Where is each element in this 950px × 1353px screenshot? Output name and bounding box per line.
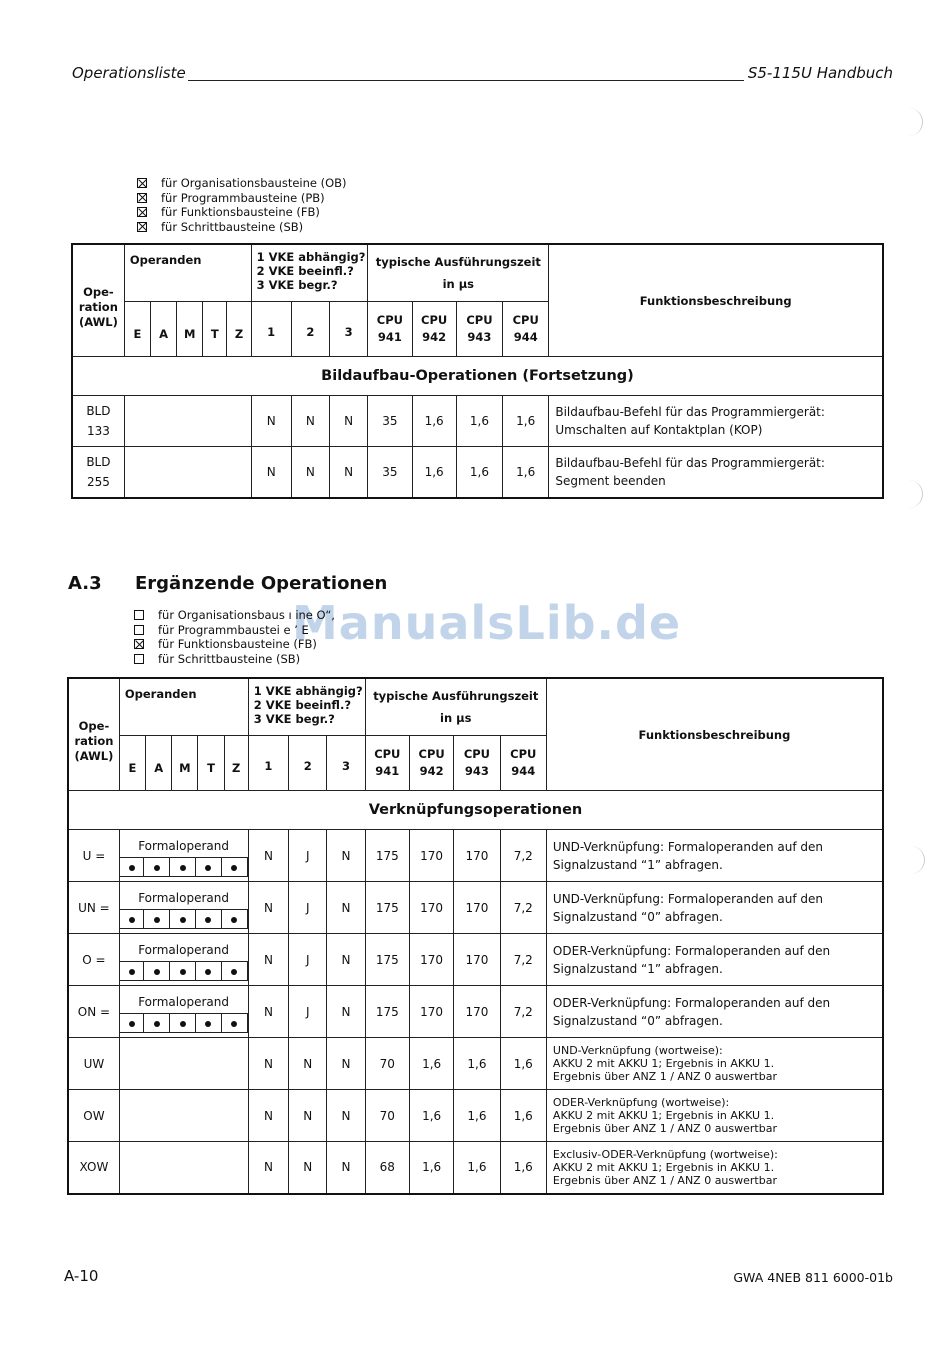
header-vke-col: 3 <box>330 302 368 357</box>
table-row <box>68 1142 883 1194</box>
section-heading: Bildaufbau-Operationen (Fortsetzung) <box>72 357 883 396</box>
empty-box-icon <box>134 610 144 620</box>
cpu-time-value: 7,2 <box>500 934 546 986</box>
vke-value: N <box>327 882 365 934</box>
operand-cell-empty <box>119 1090 248 1142</box>
header-operand-col: M <box>172 736 198 791</box>
vke-value: N <box>251 447 291 498</box>
header-vke-col: 3 <box>327 736 365 791</box>
header-execution-time-label: typische Ausführungszeit <box>375 255 541 269</box>
header-vke-col: 2 <box>291 302 329 357</box>
operand-dot-cell <box>196 961 222 980</box>
operand-dot-cell <box>144 857 170 876</box>
vke-value: N <box>248 830 288 882</box>
vke-value: J <box>289 882 327 934</box>
cpu-time-value: 7,2 <box>500 986 546 1038</box>
cpu-time-value: 7,2 <box>500 882 546 934</box>
header-execution-time-unit: in µs <box>440 711 472 725</box>
header-cpu-col: CPU 941 <box>368 302 412 357</box>
legend-item <box>137 176 347 191</box>
operand-cell-empty <box>124 447 251 498</box>
vke-value: N <box>248 986 288 1038</box>
checked-box-icon <box>137 207 147 217</box>
legend-label: für Schrittbausteine (SB) <box>158 651 301 666</box>
vke-value: N <box>291 447 329 498</box>
cpu-time-value: 68 <box>365 1142 409 1194</box>
operand-dot-cell <box>196 909 222 928</box>
operand-dot-cell <box>144 1013 170 1032</box>
vke-value: N <box>327 1142 365 1194</box>
cpu-time-value: 1,6 <box>503 447 549 498</box>
operand-dot-cell <box>196 1013 222 1032</box>
table-row <box>72 396 883 447</box>
vke-value: N <box>327 830 365 882</box>
function-description: UND-Verknüpfung: Formaloperanden auf den Signalzustand “0” abfragen. <box>546 882 883 934</box>
cpu-time-value: 1,6 <box>500 1142 546 1194</box>
operand-cell-empty <box>119 1038 248 1090</box>
operation-code: O = <box>68 934 119 986</box>
operand-dot-cell <box>221 857 247 876</box>
bullet-icon <box>205 969 211 975</box>
function-description: ODER-Verknüpfung: Formaloperanden auf den Signalzustand “0” abfragen. <box>546 986 883 1038</box>
operand-dot-cell <box>196 857 222 876</box>
operation-code: UN = <box>68 882 119 934</box>
legend-item <box>134 608 335 623</box>
operand-dot-cell <box>120 909 144 928</box>
vke-value: N <box>291 396 329 447</box>
cpu-time-value: 170 <box>409 934 453 986</box>
section-title: Ergänzende Operationen <box>135 573 388 594</box>
cpu-time-value: 35 <box>368 396 412 447</box>
cpu-time-value: 170 <box>454 830 500 882</box>
operand-dot-cell <box>144 909 170 928</box>
cpu-time-value: 35 <box>368 447 412 498</box>
function-description: Exclusiv-ODER-Verknüpfung (wortweise): AKKU 2 mit AKKU 1; Ergebnis in AKKU 1. Ergebnis über ANZ 1 / ANZ 0 auswertbar <box>546 1142 883 1194</box>
operand-dot-cell <box>170 1013 196 1032</box>
operation-code: UW <box>68 1038 119 1090</box>
section-number: A.3 <box>68 573 102 594</box>
cpu-time-value: 175 <box>365 882 409 934</box>
header-execution-time-unit: in µs <box>442 277 475 291</box>
bullet-icon <box>231 917 237 923</box>
table-row <box>68 986 883 1038</box>
vke-value: N <box>330 396 368 447</box>
legend-item <box>137 205 347 220</box>
cpu-time-value: 170 <box>454 882 500 934</box>
table-row <box>68 1038 883 1090</box>
empty-box-icon <box>134 625 144 635</box>
vke-value: N <box>289 1142 327 1194</box>
checked-box-icon <box>137 178 147 188</box>
operations-table-verknuepfung <box>67 677 884 1195</box>
cpu-time-value: 1,6 <box>409 1142 453 1194</box>
header-vke-col: 1 <box>251 302 291 357</box>
bullet-icon <box>180 1021 186 1027</box>
operand-dot-cell <box>170 909 196 928</box>
legend-item <box>137 191 347 206</box>
running-header-right: S5-115U Handbuch <box>747 64 893 82</box>
bullet-icon <box>129 917 135 923</box>
legend-item <box>134 637 335 652</box>
function-description: UND-Verknüpfung (wortweise): AKKU 2 mit AKKU 1; Ergebnis in AKKU 1. Ergebnis über ANZ 1 / ANZ 0 auswertbar <box>546 1038 883 1090</box>
bullet-icon <box>154 969 160 975</box>
checked-box-icon <box>137 222 147 232</box>
scan-mark <box>908 108 923 136</box>
vke-value: N <box>327 1038 365 1090</box>
legend-item <box>134 652 335 667</box>
legend-item <box>137 220 347 235</box>
cpu-time-value: 1,6 <box>500 1038 546 1090</box>
header-execution-time <box>365 678 546 736</box>
cpu-time-value: 1,6 <box>456 447 502 498</box>
function-description: ODER-Verknüpfung: Formaloperanden auf den Signalzustand “1” abfragen. <box>546 934 883 986</box>
header-function-description: Funktionsbeschreibung <box>546 678 883 791</box>
bullet-icon <box>231 865 237 871</box>
watermark: ManualsLib.de <box>292 596 682 650</box>
operand-dot-cell <box>120 1013 144 1032</box>
block-type-legend-2 <box>134 608 335 666</box>
cpu-time-value: 175 <box>365 934 409 986</box>
header-cpu-col: CPU 941 <box>365 736 409 791</box>
cpu-time-value: 1,6 <box>409 1090 453 1142</box>
header-cpu-col: CPU 944 <box>500 736 546 791</box>
bullet-icon <box>129 1021 135 1027</box>
operation-code: OW <box>68 1090 119 1142</box>
bullet-icon <box>231 1021 237 1027</box>
cpu-time-value: 1,6 <box>456 396 502 447</box>
vke-value: N <box>248 1090 288 1142</box>
section-heading: Verknüpfungsoperationen <box>68 791 883 830</box>
operand-dot-cell <box>170 857 196 876</box>
bullet-icon <box>154 1021 160 1027</box>
cpu-time-value: 170 <box>409 986 453 1038</box>
cpu-time-value: 170 <box>409 882 453 934</box>
header-operand-col: A <box>150 302 176 357</box>
cpu-time-value: 1,6 <box>500 1090 546 1142</box>
legend-label: für Programmbausteine (PB) <box>161 190 325 205</box>
vke-value: J <box>289 986 327 1038</box>
operand-dot-cell <box>221 1013 247 1032</box>
header-operanden: Operanden <box>124 244 251 302</box>
cpu-time-value: 1,6 <box>454 1090 500 1142</box>
cpu-time-value: 1,6 <box>454 1142 500 1194</box>
document-id: GWA 4NEB 811 6000-01b <box>733 1270 893 1285</box>
cpu-time-value: 7,2 <box>500 830 546 882</box>
legend-label: für Funktionsbausteine (FB) <box>158 637 317 651</box>
cpu-time-value: 175 <box>365 986 409 1038</box>
header-operand-col: M <box>177 302 203 357</box>
operation-code: ON = <box>68 986 119 1038</box>
bullet-icon <box>129 865 135 871</box>
operand-dot-cell <box>221 961 247 980</box>
header-vke: 1 VKE abhängig? 2 VKE beeinfl.? 3 VKE begr.? <box>248 678 365 736</box>
operand-dot-cell <box>120 857 144 876</box>
header-operation: Ope- ration (AWL) <box>72 244 124 357</box>
formal-operand-cell <box>119 934 248 986</box>
table-row <box>68 882 883 934</box>
cpu-time-value: 1,6 <box>412 396 456 447</box>
header-operation: Ope- ration (AWL) <box>68 678 119 791</box>
operand-cell-empty <box>124 396 251 447</box>
legend-label: für Programmbaustei e ’ E <box>158 622 309 637</box>
operation-code: U = <box>68 830 119 882</box>
cpu-time-value: 70 <box>365 1038 409 1090</box>
header-execution-time-label: typische Ausführungszeit <box>373 689 539 703</box>
running-header-left: Operationsliste <box>72 64 186 82</box>
function-description: UND-Verknüpfung: Formaloperanden auf den Signalzustand “1” abfragen. <box>546 830 883 882</box>
operations-table-bildaufbau <box>71 243 884 499</box>
table-row <box>68 830 883 882</box>
header-rule <box>188 80 744 81</box>
bullet-icon <box>154 917 160 923</box>
checked-box-icon <box>137 193 147 203</box>
legend-label: für Funktionsbausteine (FB) <box>161 205 320 219</box>
checked-box-icon <box>134 639 144 649</box>
operand-dot-cell <box>221 909 247 928</box>
vke-value: N <box>289 1090 327 1142</box>
bullet-icon <box>180 917 186 923</box>
formal-operand-cell <box>119 882 248 934</box>
table-row <box>68 1090 883 1142</box>
cpu-time-value: 170 <box>409 830 453 882</box>
cpu-time-value: 1,6 <box>454 1038 500 1090</box>
operand-dot-cell <box>120 961 144 980</box>
header-operand-col: E <box>124 302 150 357</box>
header-vke-col: 2 <box>289 736 327 791</box>
scan-mark <box>910 846 925 874</box>
table-row <box>72 447 883 498</box>
bullet-icon <box>205 865 211 871</box>
cpu-time-value: 170 <box>454 934 500 986</box>
header-execution-time <box>368 244 549 302</box>
vke-value: N <box>327 1090 365 1142</box>
cpu-time-value: 1,6 <box>503 396 549 447</box>
header-operand-col: E <box>119 736 145 791</box>
legend-label: für Organisationsbaus ı ine O“, <box>158 608 335 622</box>
bullet-icon <box>205 917 211 923</box>
function-description: Bildaufbau-Befehl für das Programmiergerät: Umschalten auf Kontaktplan (KOP) <box>549 396 883 447</box>
operation-code: XOW <box>68 1142 119 1194</box>
legend-label: für Organisationsbausteine (OB) <box>161 176 347 190</box>
operand-dot-cell <box>144 961 170 980</box>
header-cpu-col: CPU 943 <box>456 302 502 357</box>
formal-operand-cell <box>119 986 248 1038</box>
table-row <box>68 934 883 986</box>
formal-operand-label: Formaloperand <box>138 890 229 905</box>
scan-mark <box>908 480 923 508</box>
header-operand-col: Z <box>227 302 251 357</box>
vke-value: N <box>289 1038 327 1090</box>
cpu-time-value: 1,6 <box>412 447 456 498</box>
header-operand-col: T <box>203 302 227 357</box>
cpu-time-value: 1,6 <box>409 1038 453 1090</box>
vke-value: N <box>248 1038 288 1090</box>
bullet-icon <box>205 1021 211 1027</box>
vke-value: N <box>248 934 288 986</box>
operand-dot-cell <box>170 961 196 980</box>
formal-operand-label: Formaloperand <box>138 838 229 853</box>
header-cpu-col: CPU 942 <box>412 302 456 357</box>
vke-value: N <box>251 396 291 447</box>
cpu-time-value: 170 <box>454 986 500 1038</box>
vke-value: N <box>248 1142 288 1194</box>
function-description: ODER-Verknüpfung (wortweise): AKKU 2 mit AKKU 1; Ergebnis in AKKU 1. Ergebnis über ANZ 1 / ANZ 0 auswertbar <box>546 1090 883 1142</box>
legend-label: für Schrittbausteine (SB) <box>161 219 304 234</box>
vke-value: J <box>289 934 327 986</box>
header-cpu-col: CPU 943 <box>454 736 500 791</box>
vke-value: J <box>289 830 327 882</box>
page-number: A-10 <box>64 1267 99 1285</box>
header-vke-col: 1 <box>248 736 288 791</box>
formal-operand-label: Formaloperand <box>138 994 229 1009</box>
header-cpu-col: CPU 944 <box>503 302 549 357</box>
operation-code: BLD 255 <box>72 447 124 498</box>
header-vke: 1 VKE abhängig? 2 VKE beeinfl.? 3 VKE begr.? <box>251 244 368 302</box>
header-function-description: Funktionsbeschreibung <box>549 244 883 357</box>
header-operand-col: T <box>198 736 224 791</box>
formal-operand-label: Formaloperand <box>138 942 229 957</box>
function-description: Bildaufbau-Befehl für das Programmiergerät: Segment beenden <box>549 447 883 498</box>
vke-value: N <box>327 986 365 1038</box>
cpu-time-value: 175 <box>365 830 409 882</box>
header-operanden: Operanden <box>119 678 248 736</box>
header-cpu-col: CPU 942 <box>409 736 453 791</box>
empty-box-icon <box>134 654 144 664</box>
vke-value: N <box>248 882 288 934</box>
bullet-icon <box>154 865 160 871</box>
bullet-icon <box>129 969 135 975</box>
bullet-icon <box>231 969 237 975</box>
vke-value: N <box>327 934 365 986</box>
cpu-time-value: 70 <box>365 1090 409 1142</box>
operand-cell-empty <box>119 1142 248 1194</box>
block-type-legend-1 <box>137 176 347 234</box>
bullet-icon <box>180 865 186 871</box>
legend-item <box>134 623 335 638</box>
formal-operand-cell <box>119 830 248 882</box>
bullet-icon <box>180 969 186 975</box>
header-operand-col: A <box>146 736 172 791</box>
operation-code: BLD 133 <box>72 396 124 447</box>
header-operand-col: Z <box>224 736 248 791</box>
vke-value: N <box>330 447 368 498</box>
